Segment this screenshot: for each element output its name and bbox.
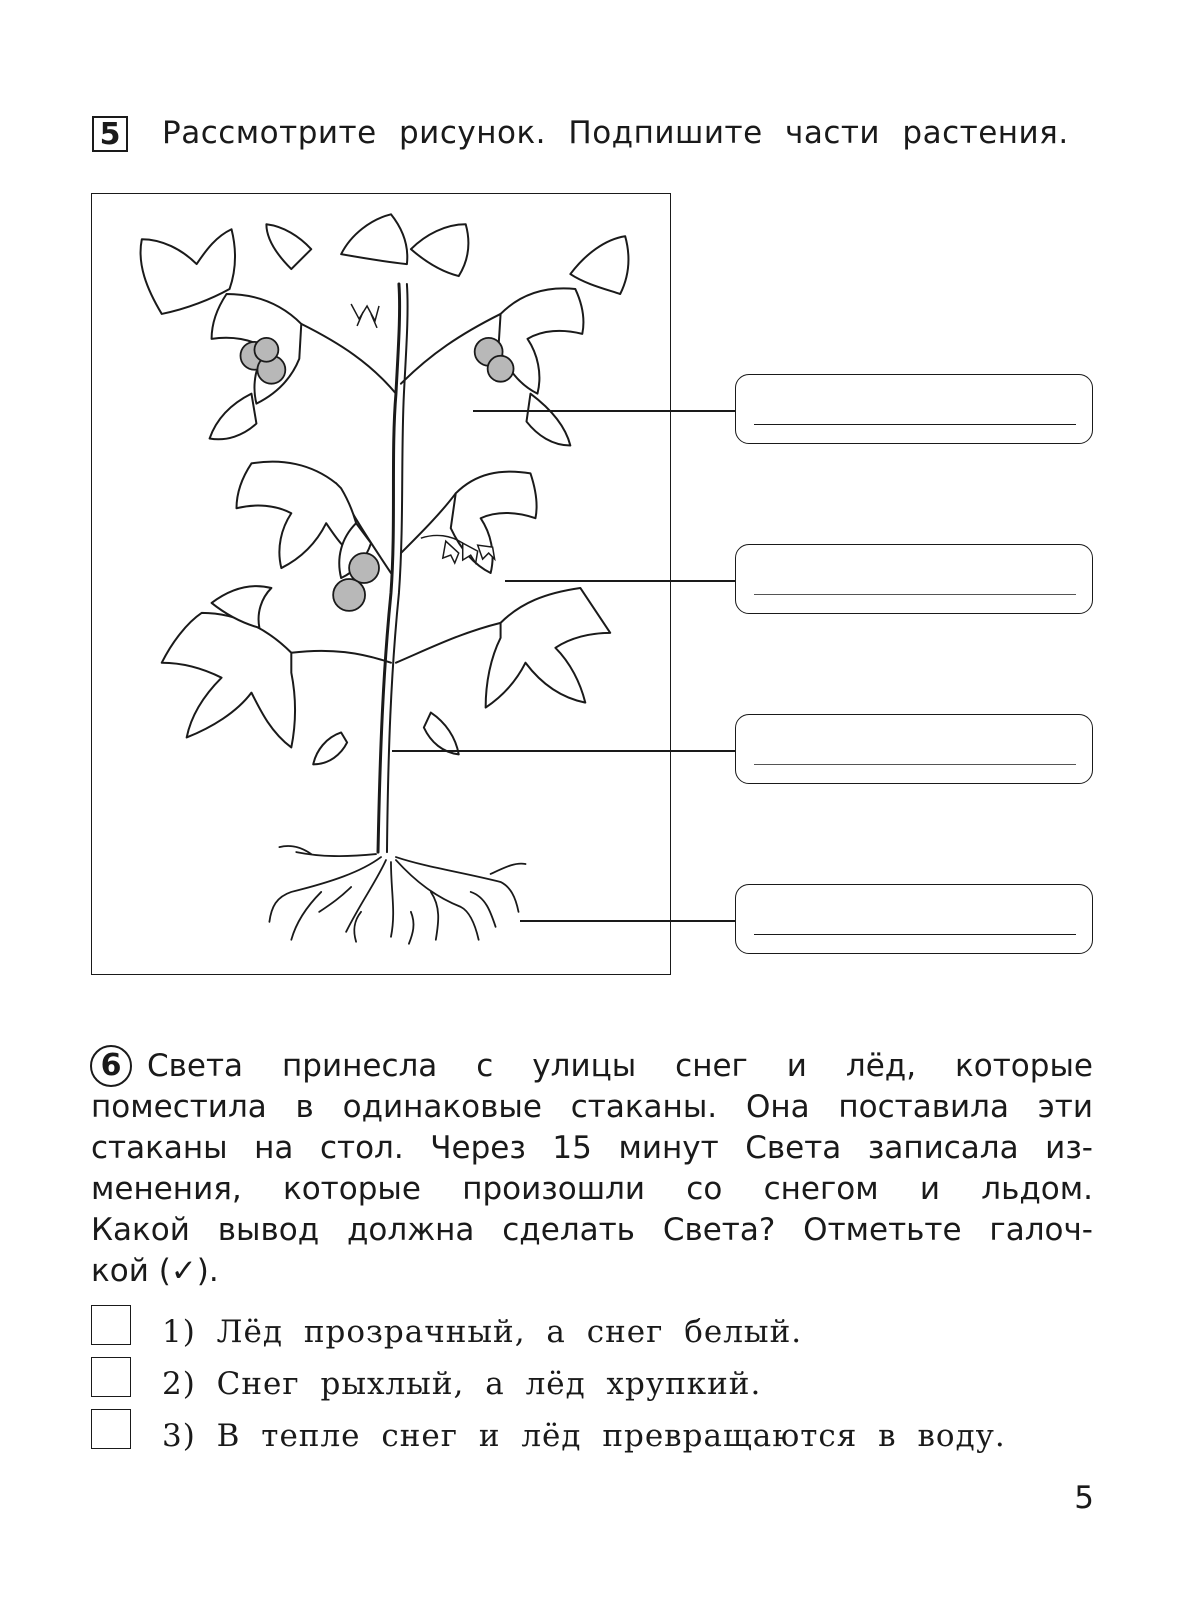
connector-line-2 (505, 580, 737, 582)
answer-box-3[interactable] (735, 714, 1093, 784)
answer-line[interactable] (754, 764, 1076, 765)
option-1-label: 1) Лёд прозрачный, а снег белый. (162, 1314, 803, 1350)
option-2-label: 2) Снег рыхлый, а лёд хрупкий. (162, 1366, 762, 1402)
roots-drawing (269, 846, 525, 944)
task-6-text-line: Какой вывод должна сделать Света? Отметьте галоч- (91, 1212, 1093, 1248)
option-3-checkbox[interactable] (91, 1409, 131, 1449)
task-6-text-line: стаканы на стол. Через 15 минут Света записала из- (91, 1130, 1093, 1166)
task-6-text-line: поместила в одинаковые стаканы. Она поставила эти (91, 1089, 1093, 1125)
page-number: 5 (1074, 1480, 1094, 1516)
answer-box-1[interactable] (735, 374, 1093, 444)
connector-line-1 (473, 410, 737, 412)
answer-box-2[interactable] (735, 544, 1093, 614)
option-2-checkbox[interactable] (91, 1357, 131, 1397)
task-6-number-circle: 6 (90, 1045, 132, 1087)
task-5-prompt: Рассмотрите рисунок. Подпишите части растения. (162, 115, 1069, 151)
tomato-plant-illustration (92, 194, 670, 974)
connector-line-3 (392, 750, 737, 752)
task-5-number-box: 5 (92, 116, 128, 152)
plant-picture-frame (91, 193, 671, 975)
answer-line[interactable] (754, 594, 1076, 595)
answer-line[interactable] (754, 424, 1076, 425)
option-1-checkbox[interactable] (91, 1305, 131, 1345)
task-6-text-line: Света принесла с улицы снег и лёд, которые (147, 1048, 1093, 1084)
connector-line-4 (520, 920, 737, 922)
answer-box-4[interactable] (735, 884, 1093, 954)
task-6-text-line: кой (✓). (91, 1253, 219, 1289)
task-6-text-line: менения, которые произошли со снегом и льдом. (91, 1171, 1093, 1207)
option-3-label: 3) В тепле снег и лёд превращаются в воду. (162, 1418, 1006, 1454)
answer-line[interactable] (754, 934, 1076, 935)
